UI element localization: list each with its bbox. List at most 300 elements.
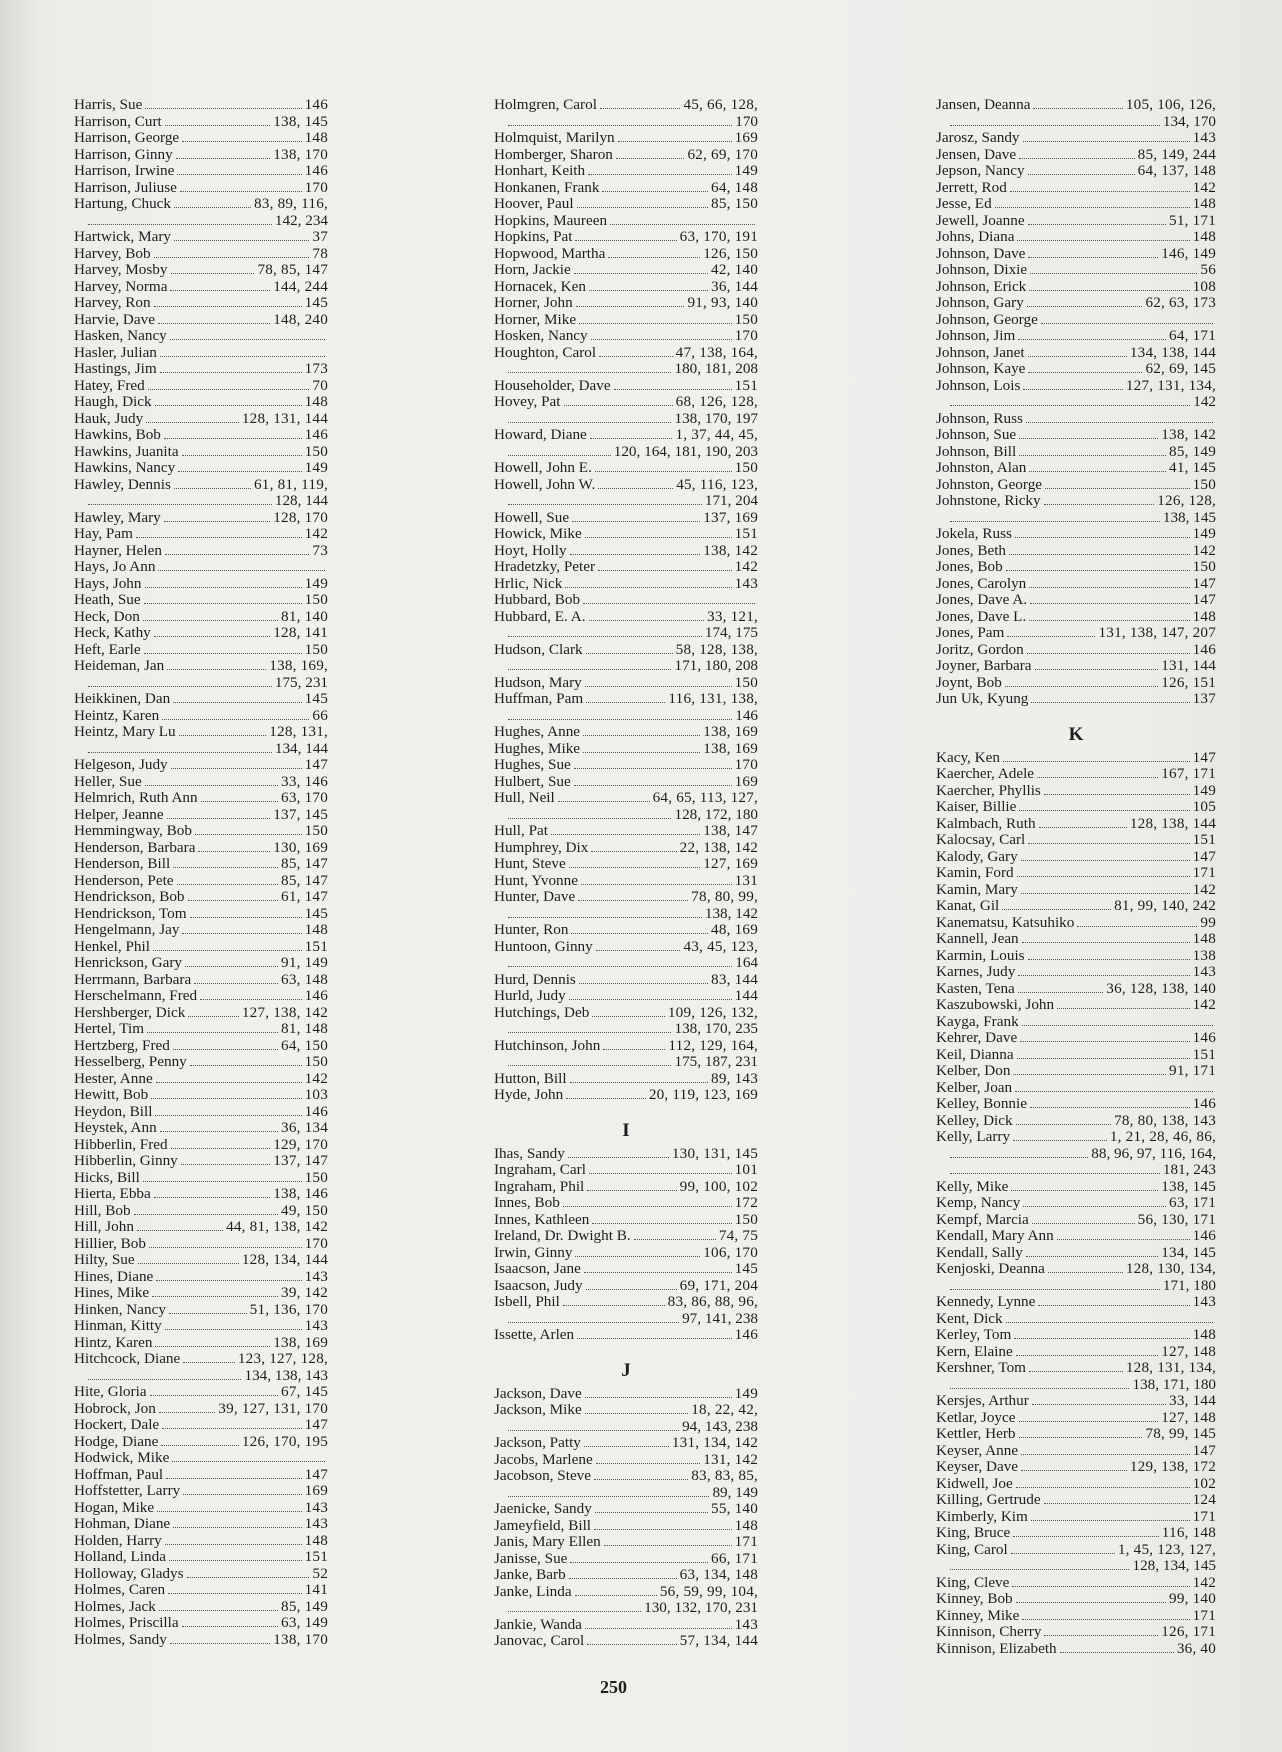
leader-dots	[1005, 685, 1158, 687]
entry-pages: 83, 144	[711, 970, 758, 988]
entry-pages: 123, 127, 128,	[237, 1350, 328, 1367]
entry-pages: 138, 170	[273, 145, 328, 163]
entry-pages: 62, 69, 170	[687, 145, 758, 163]
index-entry	[936, 1327, 1216, 1344]
entry-name: Keil, Dianna	[936, 1045, 1014, 1063]
entry-pages: 150	[304, 442, 328, 460]
leader-dots	[600, 107, 681, 109]
index-entry	[74, 1104, 328, 1121]
index-entry	[494, 477, 758, 494]
entry-pages: 116, 131, 138,	[668, 690, 758, 707]
leader-dots	[183, 1493, 301, 1495]
entry-pages: 148	[304, 393, 328, 410]
entry-name: Jacobson, Steve	[494, 1467, 592, 1484]
entry-pages: 45, 116, 123,	[676, 475, 758, 493]
entry-continuation	[494, 807, 758, 824]
leader-dots	[508, 817, 671, 819]
entry-name: Hogan, Mike	[74, 1498, 155, 1516]
entry-pages: 94, 143, 238	[682, 1417, 758, 1435]
leader-dots	[950, 404, 1190, 406]
leader-dots	[616, 157, 685, 159]
index-entry	[74, 163, 328, 180]
leader-dots	[168, 1592, 302, 1594]
leader-dots	[88, 223, 272, 225]
entry-name: Jensen, Dave	[936, 145, 1017, 163]
index-entry	[74, 576, 328, 593]
entry-pages: 146	[1192, 1095, 1216, 1112]
entry-pages: 37	[312, 228, 328, 245]
index-entry	[936, 832, 1216, 849]
index-entry	[494, 741, 758, 758]
entry-pages: 64, 65, 113, 127,	[652, 789, 758, 806]
entry-pages: 142	[304, 1069, 328, 1087]
entry-pages: 55, 140	[711, 1500, 758, 1517]
entry-name: Hays, John	[74, 574, 142, 592]
index-entry	[936, 213, 1216, 230]
index-entry	[936, 246, 1216, 263]
leader-dots	[162, 1427, 301, 1429]
leader-dots	[179, 734, 267, 736]
entry-continuation	[936, 1377, 1216, 1394]
leader-dots	[171, 1147, 271, 1149]
index-entry	[936, 1575, 1216, 1592]
entry-pages: 48, 169	[711, 921, 758, 938]
leader-dots	[508, 1495, 709, 1497]
entry-name: Hasken, Nancy	[74, 327, 167, 344]
entry-pages: 61, 81, 119,	[254, 475, 328, 493]
entry-pages: 138, 170, 197	[674, 409, 758, 427]
entry-name: Hines, Diane	[74, 1267, 154, 1285]
leader-dots	[1019, 157, 1135, 159]
index-entry	[74, 1566, 328, 1583]
leader-dots	[138, 1262, 239, 1264]
entry-name: Hunt, Steve	[494, 855, 566, 872]
leader-dots	[583, 602, 755, 604]
entry-pages: 167, 171	[1161, 765, 1216, 782]
entry-pages: 147	[304, 756, 328, 773]
entry-pages: 33, 121,	[707, 607, 758, 625]
index-entry	[74, 411, 328, 428]
index-entry	[936, 1542, 1216, 1559]
entry-name: Hibberlin, Fred	[74, 1135, 168, 1153]
leader-dots	[1028, 371, 1142, 373]
entry-name: Hobrock, Jon	[74, 1399, 156, 1417]
entry-name: Joyner, Barbara	[936, 657, 1032, 674]
leader-dots	[185, 965, 278, 967]
index-entry	[936, 981, 1216, 998]
leader-dots	[1060, 1651, 1174, 1653]
entry-continuation	[936, 1558, 1216, 1575]
index-entry	[936, 378, 1216, 395]
entry-name: Hesselberg, Penny	[74, 1053, 187, 1070]
entry-name: Howell, John W.	[494, 475, 596, 493]
leader-dots	[1019, 1436, 1143, 1438]
entry-pages: 142	[1192, 880, 1216, 898]
leader-dots	[1006, 569, 1190, 571]
entry-pages: 143	[1192, 129, 1216, 146]
leader-dots	[599, 355, 673, 357]
index-entry	[936, 1047, 1216, 1064]
entry-pages: 175, 187, 231	[674, 1053, 758, 1070]
entry-name: Heydon, Bill	[74, 1102, 153, 1120]
index-entry	[74, 1434, 328, 1451]
index-entry	[936, 799, 1216, 816]
index-entry	[936, 295, 1216, 312]
entry-pages: 109, 126, 132,	[667, 1003, 758, 1021]
entry-name: Kersjes, Arthur	[936, 1392, 1029, 1409]
leader-dots	[182, 1625, 278, 1627]
entry-pages: 128, 172, 180	[674, 805, 758, 823]
index-entry	[494, 1567, 758, 1584]
leader-dots	[174, 487, 251, 489]
entry-name: Jewell, Joanne	[936, 211, 1025, 229]
index-entry	[494, 1435, 758, 1452]
leader-dots	[158, 569, 325, 571]
entry-name: Holland, Linda	[74, 1548, 166, 1565]
entry-name: Hibberlin, Ginny	[74, 1152, 178, 1169]
entry-pages: 63, 170, 191	[679, 228, 758, 245]
entry-pages: 62, 63, 173	[1145, 294, 1216, 311]
entry-pages: 171	[1192, 864, 1216, 881]
entry-pages: 103	[304, 1086, 328, 1103]
entry-name: Johnson, George	[936, 310, 1038, 328]
index-entry	[74, 823, 328, 840]
entry-pages: 70	[312, 376, 328, 394]
leader-dots	[1018, 991, 1103, 993]
leader-dots	[145, 107, 301, 109]
entry-pages: 61, 147	[281, 888, 328, 905]
entry-name: Jones, Dave A.	[936, 591, 1028, 608]
entry-continuation	[494, 114, 758, 131]
entry-pages: 142, 234	[274, 211, 328, 229]
leader-dots	[159, 1609, 278, 1611]
entry-name: Killing, Gertrude	[936, 1491, 1041, 1508]
leader-dots	[1030, 602, 1189, 604]
leader-dots	[169, 1559, 302, 1561]
entry-name: Hyde, John	[494, 1086, 564, 1103]
entry-name: Jokela, Russ	[936, 525, 1012, 542]
index-entry	[936, 1344, 1216, 1361]
entry-name: Kinney, Bob	[936, 1590, 1013, 1607]
index-entry	[74, 1236, 328, 1253]
entry-pages: 73	[312, 541, 328, 559]
index-entry	[494, 1071, 758, 1088]
index-entry	[936, 1492, 1216, 1509]
entry-name: Howard, Diane	[494, 426, 587, 443]
leader-dots	[1016, 1354, 1158, 1356]
leader-dots	[160, 355, 325, 357]
index-entry	[936, 1063, 1216, 1080]
entry-pages: 63, 170	[281, 789, 328, 806]
entry-pages: 141	[304, 1581, 328, 1598]
leader-dots	[1006, 1321, 1213, 1323]
entry-name: Hubbard, E. A.	[494, 607, 586, 625]
index-entry	[74, 477, 328, 494]
entry-pages: 126, 128,	[1157, 492, 1216, 509]
index-entry	[494, 427, 758, 444]
leader-dots	[604, 1544, 732, 1546]
entry-name: Harvey, Mosby	[74, 261, 168, 278]
leader-dots	[165, 124, 270, 126]
index-entry	[494, 510, 758, 527]
entry-name: Jepson, Nancy	[936, 162, 1025, 179]
index-entry	[936, 1228, 1216, 1245]
leader-dots	[950, 1172, 1160, 1174]
index-entry	[74, 1120, 328, 1137]
leader-dots	[577, 206, 708, 208]
entry-name: Heintz, Karen	[74, 706, 160, 724]
index-entry	[494, 823, 758, 840]
entry-pages: 169	[734, 772, 758, 790]
index-entry	[74, 592, 328, 609]
index-entry	[74, 180, 328, 197]
leader-dots	[570, 553, 701, 555]
entry-name: Innes, Kathleen	[494, 1210, 590, 1228]
entry-name: Kempf, Marcia	[936, 1210, 1029, 1228]
entry-continuation	[74, 493, 328, 510]
entry-name: Horner, John	[494, 294, 573, 311]
entry-continuation	[494, 444, 758, 461]
entry-name: Irwin, Ginny	[494, 1243, 573, 1261]
index-entry	[74, 1252, 328, 1269]
entry-name: Hradetzky, Peter	[494, 558, 596, 575]
entry-pages: 52	[312, 1564, 328, 1582]
leader-dots	[508, 503, 702, 505]
leader-dots	[137, 1229, 223, 1231]
index-entry	[494, 972, 758, 989]
index-entry	[74, 1269, 328, 1286]
index-entry	[494, 774, 758, 791]
entry-continuation	[494, 625, 758, 642]
entry-name: Kennedy, Lynne	[936, 1293, 1036, 1310]
leader-dots	[508, 635, 702, 637]
entry-name: Heintz, Mary Lu	[74, 723, 176, 740]
leader-dots	[1012, 1585, 1189, 1587]
entry-name: Hoyt, Holly	[494, 541, 567, 559]
index-entry	[494, 394, 758, 411]
index-entry	[74, 922, 328, 939]
index-entry	[494, 460, 758, 477]
index-entry	[74, 1467, 328, 1484]
entry-pages: 36, 144	[711, 277, 758, 295]
entry-name: Jackson, Patty	[494, 1434, 581, 1451]
entry-name: Ihas, Sandy	[494, 1144, 565, 1162]
index-entry	[74, 361, 328, 378]
entry-pages: 138, 169	[703, 723, 758, 740]
entry-name: Holden, Harry	[74, 1531, 162, 1549]
entry-name: Hertel, Tim	[74, 1020, 145, 1037]
entry-name: Hopkins, Maureen	[494, 211, 608, 229]
index-entry	[74, 724, 328, 741]
entry-pages: 62, 69, 145	[1145, 360, 1216, 377]
entry-pages: 150	[734, 310, 758, 328]
index-entry	[74, 625, 328, 642]
entry-name: Keyser, Dave	[936, 1458, 1019, 1475]
entry-name: Hendrickson, Bob	[74, 888, 185, 905]
entry-pages: 112, 129, 164,	[668, 1036, 758, 1054]
index-entry	[936, 1261, 1216, 1278]
entry-pages: 138, 170, 235	[674, 1020, 758, 1037]
index-entry	[494, 543, 758, 560]
entry-pages: 128, 131, 144	[241, 409, 328, 427]
leader-dots	[1023, 1205, 1166, 1207]
index-entry	[494, 1195, 758, 1212]
entry-name: Jackson, Dave	[494, 1384, 582, 1402]
entry-name: Jun Uk, Kyung	[936, 690, 1029, 707]
leader-dots	[1016, 1123, 1111, 1125]
entry-pages: 150	[304, 1053, 328, 1070]
entry-name: Jones, Pam	[936, 624, 1005, 641]
leader-dots	[167, 817, 271, 819]
entry-pages: 85, 147	[281, 871, 328, 889]
entry-name: Hutchinson, John	[494, 1036, 601, 1054]
entry-pages: 128, 141	[273, 624, 328, 641]
leader-dots	[1031, 701, 1189, 703]
entry-pages: 138, 146	[273, 1185, 328, 1202]
entry-pages: 91, 149	[281, 954, 328, 971]
entry-pages: 138, 145	[1162, 508, 1216, 526]
leader-dots	[950, 124, 1160, 126]
leader-dots	[1057, 1238, 1190, 1240]
index-entry	[74, 609, 328, 626]
index-entry	[74, 312, 328, 329]
index-entry	[936, 328, 1216, 345]
index-entry	[494, 873, 758, 890]
index-entry	[74, 1170, 328, 1187]
index-entry	[936, 816, 1216, 833]
index-entry	[74, 1500, 328, 1517]
entry-name: Johnson, Erick	[936, 277, 1027, 295]
leader-dots	[1022, 1618, 1189, 1620]
leader-dots	[1019, 809, 1189, 811]
entry-name: Kelly, Mike	[936, 1177, 1009, 1195]
entry-name: Hill, Bob	[74, 1201, 131, 1219]
entry-name: Hawkins, Nancy	[74, 459, 176, 476]
entry-name: Hurld, Judy	[494, 987, 566, 1004]
leader-dots	[173, 701, 301, 703]
leader-dots	[173, 1526, 301, 1528]
index-entry	[74, 1071, 328, 1088]
leader-dots	[182, 140, 301, 142]
entry-pages: 143	[304, 1498, 328, 1516]
entry-pages: 131, 142	[703, 1450, 758, 1468]
entry-continuation	[936, 1162, 1216, 1179]
index-column-2	[494, 97, 758, 1650]
leader-dots	[157, 1510, 301, 1512]
entry-name: Ketlar, Joyce	[936, 1408, 1016, 1426]
index-entry	[494, 1278, 758, 1295]
index-entry	[494, 642, 758, 659]
entry-pages: 148	[304, 129, 328, 146]
leader-dots	[88, 503, 272, 505]
index-entry	[494, 295, 758, 312]
entry-pages: 127, 138, 142	[241, 1003, 328, 1021]
leader-dots	[154, 635, 270, 637]
leader-dots	[1015, 1090, 1213, 1092]
section-letter: J	[621, 1359, 631, 1381]
leader-dots	[154, 1196, 270, 1198]
entry-name: Heft, Earle	[74, 640, 141, 658]
entry-name: Hauk, Judy	[74, 409, 144, 427]
index-entry	[494, 1212, 758, 1229]
leader-dots	[165, 553, 309, 555]
entry-pages: 36, 40	[1176, 1639, 1216, 1657]
entry-name: Hendrickson, Tom	[74, 904, 187, 922]
leader-dots	[551, 833, 700, 835]
entry-pages: 173	[304, 360, 328, 377]
leader-dots	[1013, 1139, 1107, 1141]
entry-name: Hopkins, Pat	[494, 228, 573, 245]
entry-name: Hockert, Dale	[74, 1416, 160, 1433]
section-gap	[494, 1344, 758, 1355]
leader-dots	[1029, 1370, 1123, 1372]
index-entry	[74, 840, 328, 857]
leader-dots	[578, 899, 688, 901]
entry-name: Jaenicke, Sandy	[494, 1500, 592, 1517]
leader-dots	[585, 1627, 732, 1629]
entry-pages: 83, 89, 116,	[254, 195, 328, 212]
index-entry	[494, 1468, 758, 1485]
entry-pages: 131, 134, 142	[671, 1434, 758, 1451]
entry-pages: 44, 81, 138, 142	[226, 1218, 328, 1235]
index-entry	[936, 1476, 1216, 1493]
entry-continuation	[494, 361, 758, 378]
index-entry	[936, 1080, 1216, 1097]
leader-dots	[194, 982, 278, 984]
index-entry	[74, 774, 328, 791]
index-entry	[936, 609, 1216, 626]
entry-pages: 91, 171	[1169, 1062, 1216, 1079]
entry-pages: 68, 126, 128,	[675, 393, 758, 410]
index-entry	[936, 312, 1216, 329]
entry-name: Hertzberg, Fred	[74, 1036, 170, 1054]
leader-dots	[586, 1288, 677, 1290]
entry-name: Hill, John	[74, 1218, 134, 1235]
entry-pages: 138, 169,	[269, 657, 328, 674]
leader-dots	[170, 289, 270, 291]
entry-name: Kayga, Frank	[936, 1012, 1019, 1030]
index-entry	[494, 196, 758, 213]
entry-pages: 149	[1192, 525, 1216, 542]
index-entry	[74, 1302, 328, 1319]
index-entry	[74, 757, 328, 774]
index-entry	[936, 1410, 1216, 1427]
entry-pages: 146	[304, 987, 328, 1004]
entry-name: Ingraham, Phil	[494, 1177, 585, 1195]
entry-continuation	[494, 658, 758, 675]
index-entry	[494, 526, 758, 543]
entry-name: Hastings, Jim	[74, 360, 157, 377]
leader-dots	[590, 437, 673, 439]
entry-name: Horner, Mike	[494, 310, 577, 328]
index-entry	[936, 345, 1216, 362]
index-entry	[494, 691, 758, 708]
leader-dots	[172, 1460, 325, 1462]
leader-dots	[594, 1528, 732, 1530]
index-entry	[74, 1483, 328, 1500]
index-entry	[74, 955, 328, 972]
leader-dots	[618, 140, 732, 142]
entry-name: Johnson, Janet	[936, 343, 1025, 361]
index-entry	[936, 427, 1216, 444]
entry-pages: 41, 145	[1169, 459, 1216, 476]
leader-dots	[508, 965, 732, 967]
index-entry	[74, 1401, 328, 1418]
entry-name: Hayner, Helen	[74, 541, 162, 559]
leader-dots	[508, 1031, 671, 1033]
entry-pages: 78, 80, 99,	[691, 888, 758, 905]
entry-pages: 147	[1192, 591, 1216, 608]
